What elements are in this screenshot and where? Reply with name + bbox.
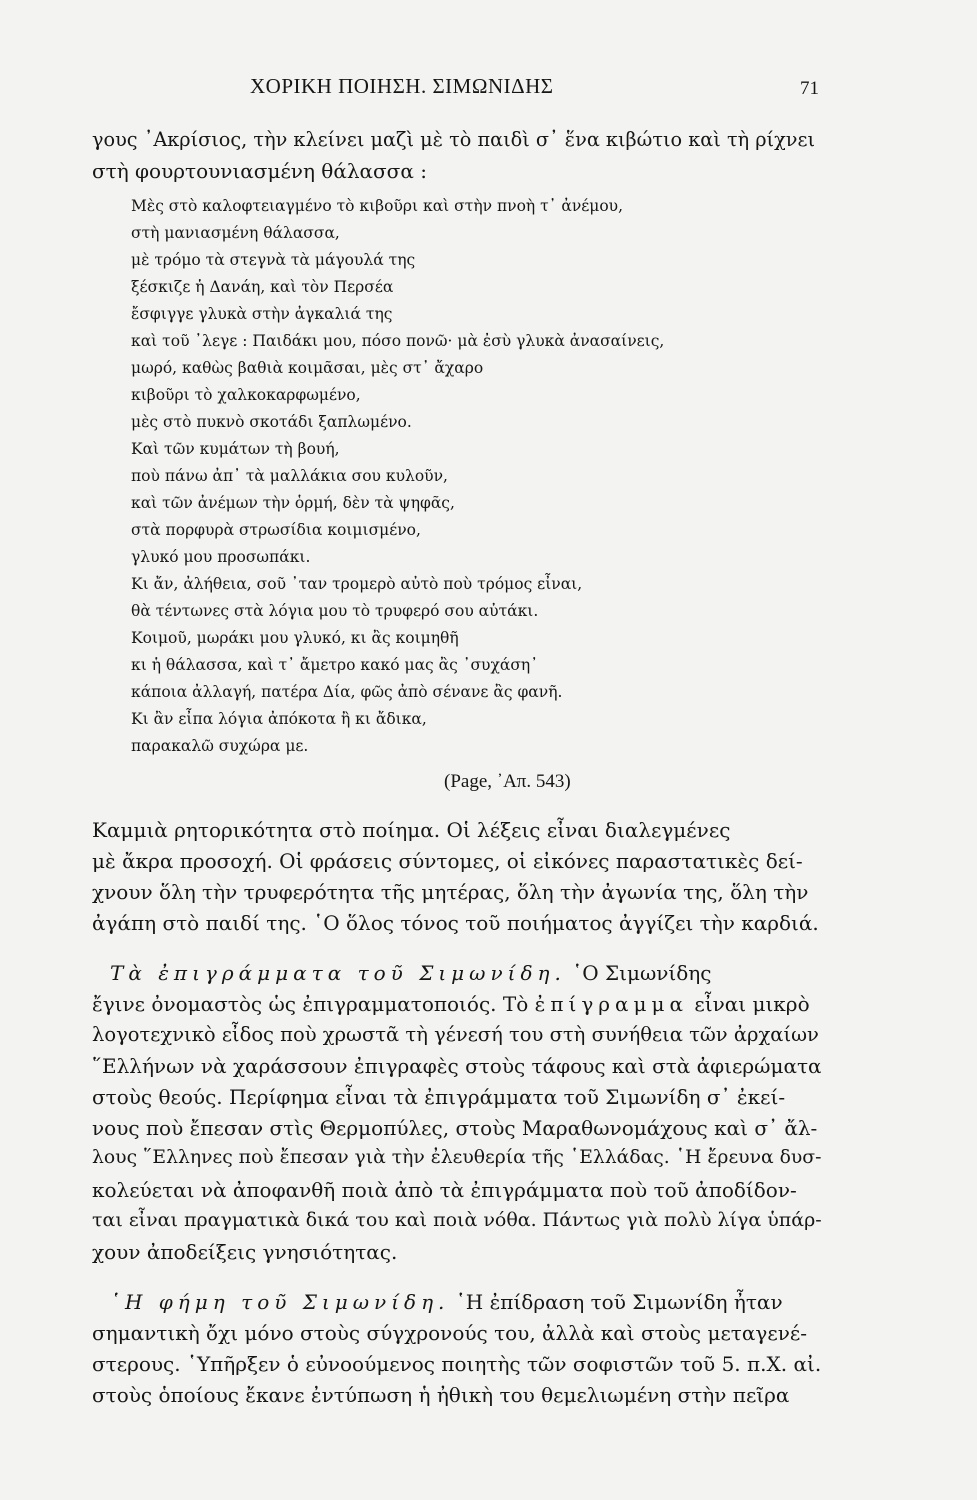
poem-line: μὲς στὸ πυκνὸ σκοτάδι ξαπλωμένο. [131, 413, 412, 431]
citation: (Page, ᾿Απ. 543) [444, 771, 571, 792]
poem-line: κι ἡ θάλασσα, καὶ τ᾿ ἄμετρο κακό μας ἂς ᾿συχάση᾿ [131, 656, 538, 674]
fame-line: στερους. ῾Υπῆρξεν ὁ εὐνοούμενος ποιητὴς τῶν σοφιστῶν τοῦ 5. π.Χ. αἰ. [92, 1352, 822, 1376]
poem-line: παρακαλῶ συχώρα με. [131, 737, 309, 755]
epigrams-line: χουν ἀποδείξεις γνησιότητας. [92, 1240, 398, 1264]
section-heading-epigrams: Τὰ ἐπιγράμματα τοῦ Σιμωνίδη. [110, 961, 566, 985]
epigrams-line: λους ῞Ελληνες ποὺ ἔπεσαν γιὰ τὴν ἐλευθερία τῆς ῾Ελλάδας. ῾Η ἔρευνα δυσ- [92, 1147, 822, 1168]
poem-line: κιβοῦρι τὸ χαλκοκαρφωμένο, [131, 386, 361, 404]
poem-line: θὰ τέντωνες στὰ λόγια μου τὸ τρυφερό σου αὐτάκι. [131, 602, 539, 620]
poem-line: μὲ τρόμο τὰ στεγνὰ τὰ μάγουλά της [131, 251, 416, 269]
epigrams-line: ῞Ελλήνων νὰ χαράσσουν ἐπιγραφὲς στοὺς τάφους καὶ στὰ ἀφιερώματα [92, 1054, 822, 1078]
commentary-line: Καμμιὰ ρητορικότητα στὸ ποίημα. Οἱ λέξεις εἶναι διαλεγμένες [92, 818, 731, 842]
fame-line: στοὺς ὁποίους ἔκανε ἐντύπωση ἡ ἠθικὴ του θεμελιωμένη στὴν πεῖρα [92, 1383, 790, 1407]
fame-line: σημαντικὴ ὄχι μόνο στοὺς σύγχρονούς του, ἀλλὰ καὶ στοὺς μεταγενέ- [92, 1321, 807, 1345]
poem-line: μωρό, καθὼς βαθιὰ κοιμᾶσαι, μὲς στ᾿ ἄχαρο [131, 359, 484, 377]
poem-line: Μὲς στὸ καλοφτειαγμένο τὸ κιβοῦρι καὶ στὴν πνοὴ τ᾿ ἀνέμου, [131, 197, 624, 215]
running-header: ΧΟΡΙΚΗ ΠΟΙΗΣΗ. ΣΙΜΩΝΙΔΗΣ [250, 74, 554, 98]
epigrams-line: λογοτεχνικὸ εἶδος ποὺ χρωστᾶ τὴ γένεσή του στὴ συνήθεια τῶν ἀρχαίων [92, 1023, 819, 1046]
poem-line: Κι ἄν, ἀλήθεια, σοῦ ᾿ταν τρομερὸ αὐτὸ ποὺ τρόμος εἶναι, [131, 575, 583, 593]
poem-line: καὶ τοῦ ᾿λεγε : Παιδάκι μου, πόσο πονῶ· μὰ ἐσὺ γλυκὰ ἀνασαίνεις, [131, 332, 665, 350]
epigrams-line2-start: ἔγινε ὀνομαστὸς ὡς ἐπιγραμματοποιός. Τὸ [92, 992, 535, 1016]
poem-line: ἔσφιγγε γλυκὰ στὴν ἀγκαλιά της [131, 305, 393, 323]
poem-line: Κι ἂν εἶπα λόγια ἀπόκοτα ἢ κι ἄδικα, [131, 710, 427, 728]
commentary-line: ἀγάπη στὸ παιδί της. ῾Ο ὅλος τόνος τοῦ ποιήματος ἀγγίζει τὴν καρδιά. [92, 911, 819, 935]
poem-line: ποὺ πάνω ἀπ᾿ τὰ μαλλάκια σου κυλοῦν, [131, 467, 448, 485]
poem-line: γλυκό μου προσωπάκι. [131, 548, 311, 566]
epigrams-line1-rest: ῾Ο Σιμωνίδης [565, 961, 712, 985]
epigrams-line: νους ποὺ ἔπεσαν στὶς Θερμοπύλες, στοὺς Μαραθωνομάχους καὶ σ᾿ ἄλ- [92, 1116, 818, 1140]
section-heading-fame: ῾Η φήμη τοῦ Σιμωνίδη. [110, 1290, 450, 1314]
epigrams-paragraph-start [110, 961, 711, 985]
epigrams-line2-end: εἶναι μικρὸ [688, 992, 810, 1016]
commentary-line: χνουν ὅλη τὴν τρυφερότητα τῆς μητέρας, ὅλη τὴν ἀγωνία της, ὅλη τὴν [92, 880, 809, 904]
page-number: 71 [800, 78, 819, 99]
fame-paragraph-start [110, 1290, 783, 1314]
epigrams-line: κολεύεται νὰ ἀποφανθῆ ποιὰ ἀπὸ τὰ ἐπιγράμματα ποὺ τοῦ ἀποδίδον- [92, 1178, 797, 1202]
epigrams-line [92, 992, 810, 1016]
intro-line: στὴ φουρτουνιασμένη θάλασσα : [92, 159, 427, 183]
poem-line: Κοιμοῦ, μωράκι μου γλυκό, κι ἂς κοιμηθῆ [131, 629, 459, 647]
poem-line: κάποια ἀλλαγή, πατέρα Δία, φῶς ἀπὸ σένανε ἂς φανῆ. [131, 683, 563, 701]
epigrams-line: ται εἶναι πραγματικὰ δικά του καὶ ποιὰ νόθα. Πάντως γιὰ πολὺ λίγα ὑπάρ- [92, 1209, 822, 1231]
poem-line: ξέσκιζε ἡ Δανάη, καὶ τὸν Περσέα [131, 278, 394, 296]
poem-line: Καὶ τῶν κυμάτων τὴ βουή, [131, 440, 340, 458]
poem-line: καὶ τῶν ἀνέμων τὴν ὁρμή, δὲν τὰ ψηφᾶς, [131, 494, 455, 512]
fame-line1-rest: ῾Η ἐπίδραση τοῦ Σιμωνίδη ἦταν [449, 1290, 783, 1314]
poem-line: στὰ πορφυρὰ στρωσίδια κοιμισμένο, [131, 521, 421, 539]
intro-line: γους ᾿Ακρίσιος, τὴν κλείνει μαζὶ μὲ τὸ παιδὶ σ᾿ ἕνα κιβώτιο καὶ τὴ ρίχνει [92, 128, 815, 151]
poem-line: στὴ μανιασμένη θάλασσα, [131, 224, 340, 242]
commentary-line: μὲ ἄκρα προσοχή. Οἱ φράσεις σύντομες, οἱ εἰκόνες παραστατικὲς δεί- [92, 849, 803, 873]
term-epigram: ἐπίγραμμα [534, 992, 689, 1016]
epigrams-line: στοὺς θεούς. Περίφημα εἶναι τὰ ἐπιγράμματα τοῦ Σιμωνίδη σ᾿ ἐκεί- [92, 1085, 786, 1109]
